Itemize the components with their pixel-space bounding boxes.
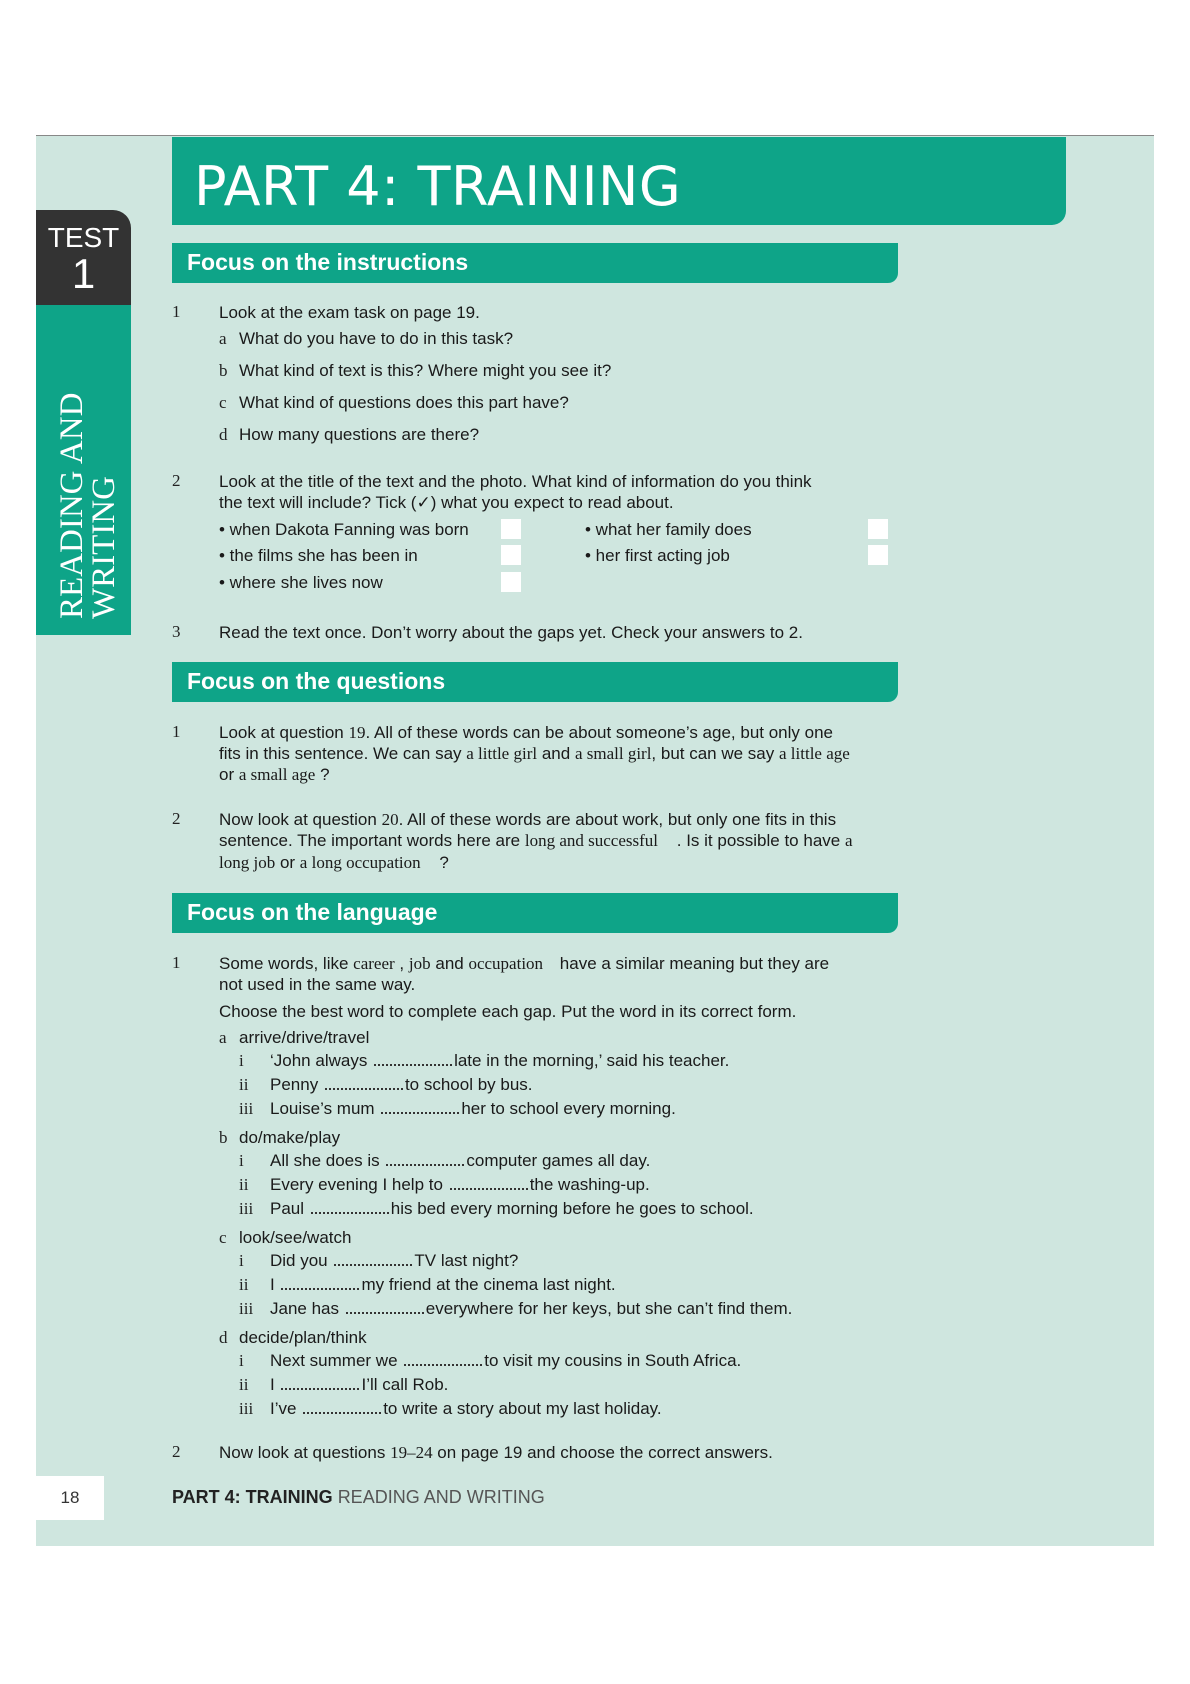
sub-label: d — [219, 425, 228, 444]
text-part: Penny — [270, 1075, 319, 1094]
text-part: or — [219, 765, 235, 784]
sub-label: a — [219, 329, 227, 348]
footer-bold: PART 4: TRAINING — [172, 1487, 333, 1507]
text-part: ? — [439, 853, 449, 872]
top-rule — [36, 135, 1154, 136]
sub-text: What do you have to do in this task? — [239, 329, 514, 348]
example-phrase: a long occupation — [299, 853, 421, 872]
text-part: Look at question — [219, 723, 344, 742]
sub-text: What kind of text is this? Where might you see it? — [239, 361, 612, 380]
text-part: ‘John always — [270, 1051, 368, 1070]
text-part: Paul — [270, 1199, 305, 1218]
section-questions — [172, 662, 898, 702]
footer-light: READING AND WRITING — [337, 1487, 545, 1507]
text-part: sentence. The important words here are — [219, 831, 521, 850]
text-part: Louise’s mum — [270, 1099, 375, 1118]
example-phrase: a small girl — [574, 744, 652, 763]
text-part: . All of these words are about work, but only one fits in this — [398, 810, 837, 829]
gap-sentence — [270, 1150, 650, 1172]
section-heading: Focus on the instructions — [187, 249, 469, 275]
example-word: job — [408, 954, 431, 973]
text-part: or — [279, 853, 296, 872]
example-phrase: long and successful — [524, 831, 659, 850]
sub-label: c — [219, 393, 227, 412]
gap-sentence — [270, 1198, 754, 1220]
item-text: not used in the same way. — [219, 975, 416, 994]
section-instructions — [172, 243, 898, 283]
roman-label: i — [239, 1151, 244, 1170]
roman-label: i — [239, 1351, 244, 1370]
question-range: 19–24 — [390, 1443, 433, 1462]
text-part: . Is it possible to have — [676, 831, 841, 850]
roman-label: ii — [239, 1375, 249, 1394]
text-part: Some words, like — [219, 954, 349, 973]
item-number: 2 — [172, 1442, 181, 1461]
text-part: ? — [320, 765, 330, 784]
roman-label: ii — [239, 1075, 249, 1094]
text-part: her to school every morning. — [461, 1099, 676, 1118]
item-number: 2 — [172, 471, 181, 490]
text-part: and — [435, 954, 464, 973]
answer-gap[interactable] — [386, 1152, 464, 1166]
section-heading: Focus on the language — [187, 899, 438, 925]
text-part: I’ll call Rob. — [361, 1375, 449, 1394]
text-part: to visit my cousins in South Africa. — [484, 1351, 742, 1370]
example-phrase: a small age — [238, 765, 316, 784]
sub-label: b — [219, 361, 228, 380]
test-label: TEST — [47, 222, 120, 253]
gap-sentence — [270, 1350, 741, 1372]
item-number: 3 — [172, 622, 181, 641]
text-part: Next summer we — [270, 1351, 398, 1370]
roman-label: iii — [239, 1299, 254, 1318]
side-tab — [36, 305, 131, 635]
tick-option: • when Dakota Fanning was born — [219, 520, 469, 539]
example-word: career — [353, 954, 395, 973]
group-words: look/see/watch — [239, 1228, 352, 1247]
item-text — [219, 809, 836, 831]
text-part: . All of these words can be about someone’s age, but only one — [365, 723, 833, 742]
text-part: TV last night? — [414, 1251, 519, 1270]
text-part: his bed every morning before he goes to school. — [390, 1199, 754, 1218]
gap-sentence — [270, 1274, 616, 1296]
text-part: Now look at question — [219, 810, 377, 829]
text-part: everywhere for her keys, but she can’t find them. — [425, 1299, 793, 1318]
tick-option: • where she lives now — [219, 573, 383, 592]
item-text — [219, 1442, 773, 1464]
tick-box[interactable] — [501, 519, 521, 539]
answer-gap[interactable] — [346, 1300, 424, 1314]
item-text: Read the text once. Don’t worry about the gaps yet. Check your answers to 2. — [219, 623, 803, 642]
text-part: Jane has — [270, 1299, 339, 1318]
gap-sentence — [270, 1174, 650, 1196]
text-part: computer games all day. — [466, 1151, 651, 1170]
page-number: 18 — [36, 1476, 104, 1520]
item-text — [219, 953, 829, 975]
text-part: fits in this sentence. We can say — [219, 744, 462, 763]
item-text — [219, 852, 449, 874]
item-number: 1 — [172, 722, 181, 741]
text-part: to write a story about my last holiday. — [383, 1399, 662, 1418]
tick-box[interactable] — [868, 545, 888, 565]
tick-option: • the films she has been in — [219, 546, 418, 565]
item-text — [219, 830, 853, 852]
group-label: c — [219, 1228, 227, 1247]
roman-label: iii — [239, 1399, 254, 1418]
answer-gap[interactable] — [281, 1376, 359, 1390]
item-number: 2 — [172, 809, 181, 828]
question-number: 19 — [348, 723, 366, 742]
roman-label: i — [239, 1051, 244, 1070]
sub-text: What kind of questions does this part have? — [239, 393, 569, 412]
roman-label: ii — [239, 1175, 249, 1194]
roman-label: ii — [239, 1275, 249, 1294]
tick-box[interactable] — [501, 572, 521, 592]
item-text — [219, 743, 850, 765]
item-text: Look at the title of the text and the photo. What kind of information do you think — [219, 472, 812, 491]
section-language — [172, 893, 898, 933]
item-text: the text will include? Tick (✓) what you expect to read about. — [219, 493, 674, 512]
answer-gap[interactable] — [325, 1076, 403, 1090]
text-part: , but can we say — [651, 744, 775, 763]
title-banner — [172, 137, 1066, 225]
text-part: All she does is — [270, 1151, 380, 1170]
text-part: I — [270, 1375, 275, 1394]
gap-sentence — [270, 1374, 448, 1396]
text-part: the washing-up. — [529, 1175, 650, 1194]
text-part: have a similar meaning but they are — [559, 954, 830, 973]
tick-option: • what her family does — [585, 520, 752, 539]
answer-gap[interactable] — [381, 1100, 459, 1114]
group-words: decide/plan/think — [239, 1328, 367, 1347]
gap-sentence — [270, 1098, 676, 1120]
example-phrase: a little girl — [466, 744, 538, 763]
text-part: my friend at the cinema last night. — [361, 1275, 616, 1294]
item-number: 1 — [172, 953, 181, 972]
text-part: Every evening I help to — [270, 1175, 443, 1194]
item-text — [219, 764, 330, 786]
text-part: late in the morning,’ said his teacher. — [454, 1051, 730, 1070]
text-part: on page 19 and choose the correct answers. — [437, 1443, 773, 1462]
example-phrase: a little age — [779, 744, 850, 763]
tick-option: • her first acting job — [585, 546, 730, 565]
text-part: I — [270, 1275, 275, 1294]
item-text: Choose the best word to complete each gap. Put the word in its correct form. — [219, 1002, 797, 1021]
item-number: 1 — [172, 302, 181, 321]
test-tab — [36, 210, 131, 305]
item-text — [219, 722, 833, 744]
question-number: 20 — [381, 810, 399, 829]
group-words: do/make/play — [239, 1128, 341, 1147]
answer-gap[interactable] — [303, 1400, 381, 1414]
example-word: occupation — [468, 954, 544, 973]
text-part: Did you — [270, 1251, 328, 1270]
text-part: , — [399, 954, 405, 973]
roman-label: i — [239, 1251, 244, 1270]
roman-label: iii — [239, 1099, 254, 1118]
roman-label: iii — [239, 1199, 254, 1218]
text-part: I’ve — [270, 1399, 297, 1418]
group-label: b — [219, 1128, 228, 1147]
running-footer — [172, 1487, 545, 1508]
answer-gap[interactable] — [450, 1176, 528, 1190]
gap-sentence — [270, 1074, 533, 1096]
group-words: arrive/drive/travel — [239, 1028, 370, 1047]
section-heading: Focus on the questions — [187, 668, 446, 694]
text-part: and — [541, 744, 571, 763]
answer-gap[interactable] — [334, 1252, 412, 1266]
sub-text: How many questions are there? — [239, 425, 480, 444]
group-label: a — [219, 1028, 227, 1047]
page-title: PART 4: TRAINING — [194, 155, 682, 218]
text-part: to school by bus. — [404, 1075, 533, 1094]
answer-gap[interactable] — [374, 1052, 452, 1066]
gap-sentence — [270, 1050, 729, 1072]
example-phrase: a — [844, 831, 853, 850]
answer-gap[interactable] — [281, 1276, 359, 1290]
gap-sentence — [270, 1298, 792, 1320]
side-tab-label: READING AND WRITING — [54, 392, 122, 619]
text-part: Now look at questions — [219, 1443, 386, 1462]
example-phrase: long job — [219, 853, 276, 872]
gap-sentence — [270, 1250, 518, 1272]
tick-box[interactable] — [868, 519, 888, 539]
gap-sentence — [270, 1398, 662, 1420]
test-number: 1 — [71, 250, 96, 297]
tick-box[interactable] — [501, 545, 521, 565]
answer-gap[interactable] — [311, 1200, 389, 1214]
item-text: Look at the exam task on page 19. — [219, 303, 480, 322]
answer-gap[interactable] — [404, 1352, 482, 1366]
group-label: d — [219, 1328, 228, 1347]
